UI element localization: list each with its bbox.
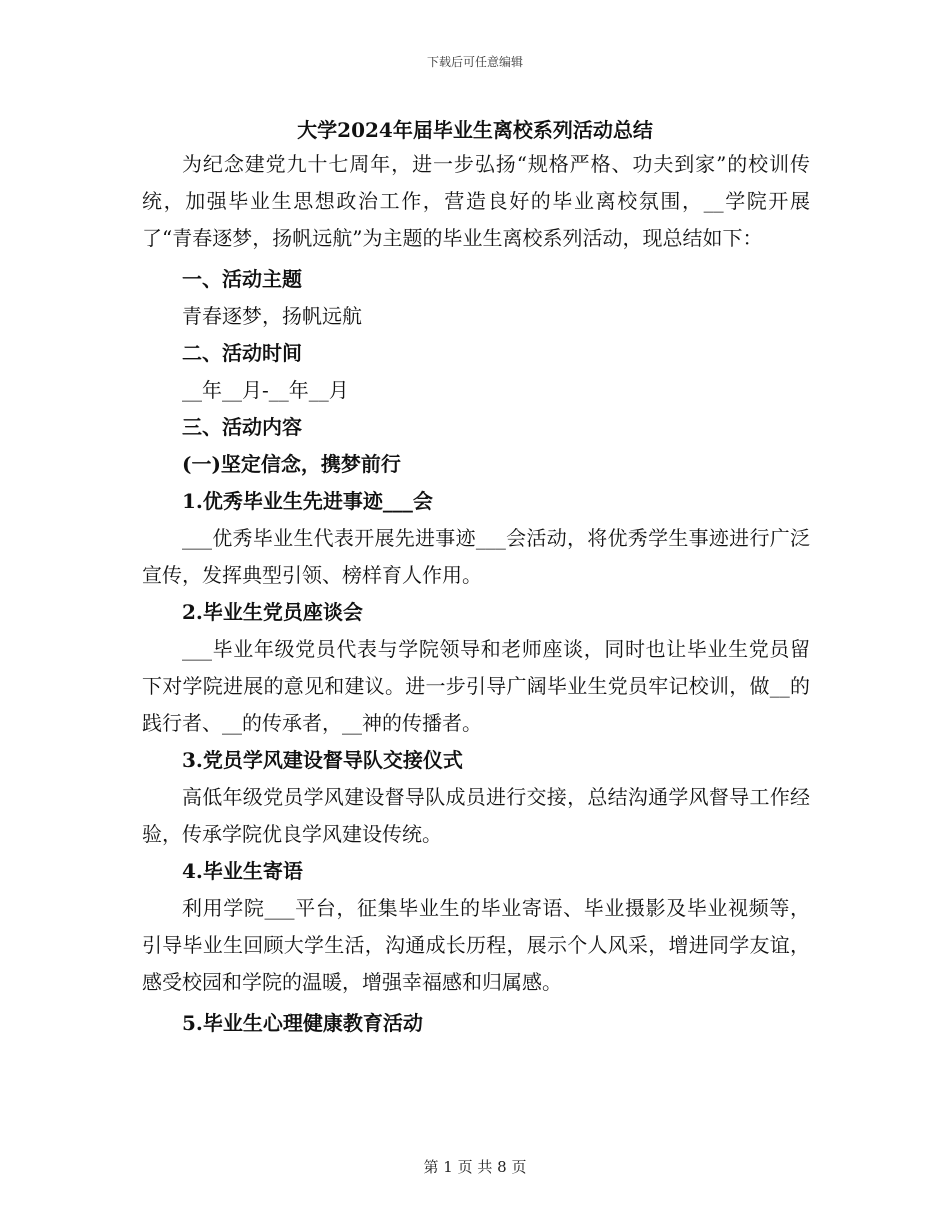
subsection-heading-1: (一)坚定信念，携梦前行	[182, 452, 401, 476]
page-number: 第 1 页 共 8 页	[423, 1158, 527, 1176]
item-text-2: ___毕业年级党员代表与学院领导和老师座谈，同时也让毕业生党员留下对学院进展的意见和建议。进一步引导广阔毕业生党员牢记校训，做__的践行者、__的传承者，__神的传播者。	[142, 637, 810, 735]
section-heading-theme: 一、活动主题	[182, 267, 302, 291]
intro-paragraph: 为纪念建党九十七周年，进一步弘扬“规格严格、功夫到家”的校训传统，加强毕业生思想政治工作，营造良好的毕业离校氛围，__学院开展了“青春逐梦，扬帆远航”为主题的毕业生离校系列活动，现总结如下：	[142, 152, 810, 250]
item-heading-1: 1.优秀毕业生先进事迹___会	[182, 489, 433, 513]
item-heading-4: 4.毕业生寄语	[182, 859, 303, 883]
item-text-3: 高低年级党员学风建设督导队成员进行交接，总结沟通学风督导工作经验，传承学院优良学风建设传统。	[142, 785, 810, 846]
document-title: 大学2024年届毕业生离校系列活动总结	[297, 118, 653, 142]
section-heading-time: 二、活动时间	[182, 341, 302, 365]
item-heading-2: 2.毕业生党员座谈会	[182, 600, 363, 624]
item-heading-3: 3.党员学风建设督导队交接仪式	[182, 748, 463, 772]
item-text-1: ___优秀毕业生代表开展先进事迹___会活动，将优秀学生事迹进行广泛宣传，发挥典型引领、榜样育人作用。	[142, 526, 810, 587]
item-text-4: 利用学院___平台，征集毕业生的毕业寄语、毕业摄影及毕业视频等，引导毕业生回顾大学生活，沟通成长历程，展示个人风采，增进同学友谊，感受校园和学院的温暖，增强幸福感和归属感。	[142, 896, 810, 994]
section-text-time: __年__月-__年__月	[182, 378, 349, 402]
document-body	[142, 146, 810, 1042]
item-heading-5: 5.毕业生心理健康教育活动	[182, 1011, 423, 1035]
section-text-theme: 青春逐梦，扬帆远航	[182, 304, 362, 328]
section-heading-content: 三、活动内容	[182, 415, 302, 439]
page-header-note: 下载后可任意编辑	[426, 55, 523, 69]
